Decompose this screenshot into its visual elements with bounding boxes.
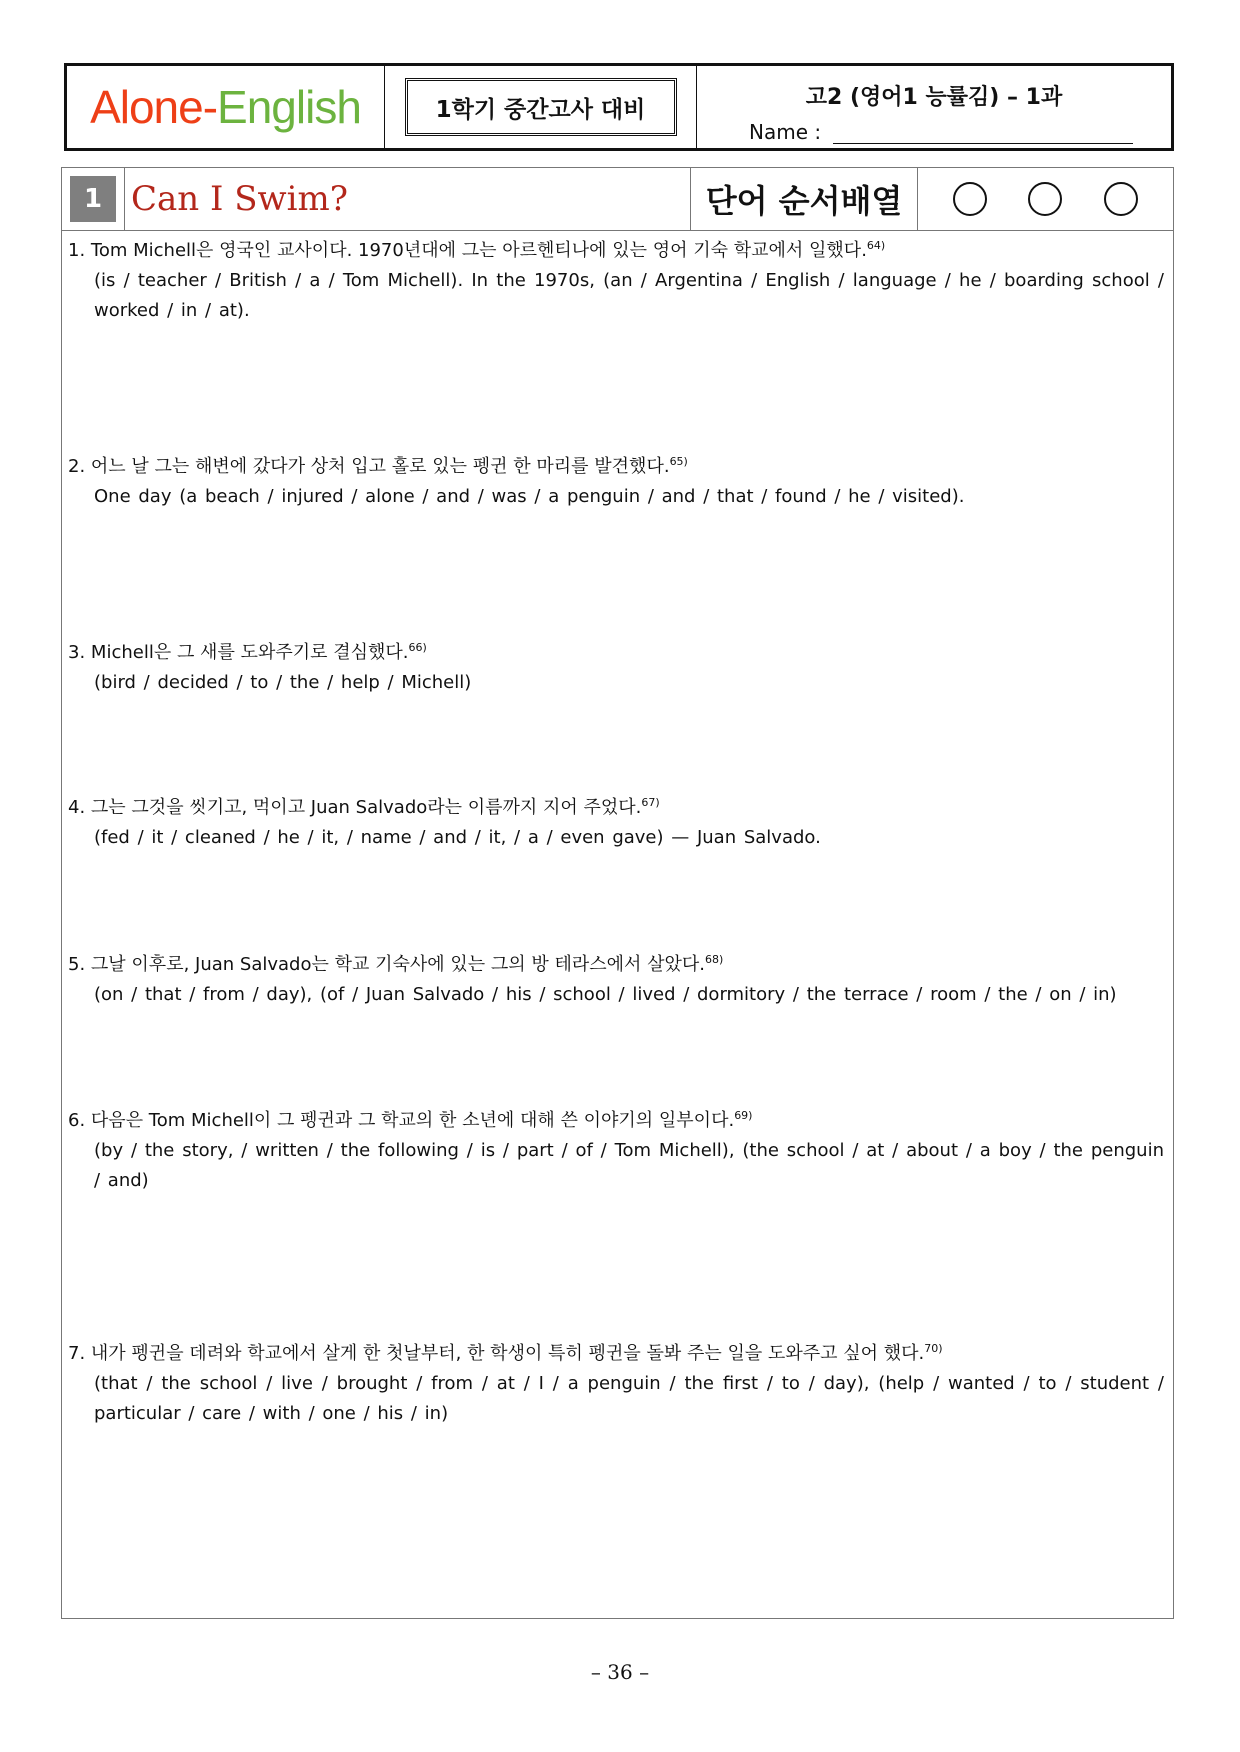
page-number: – 36 – xyxy=(590,1660,650,1684)
question-item xyxy=(68,790,1164,853)
section-number: 1 xyxy=(70,176,116,222)
question-english: (is / teacher / British / a / Tom Michell). In the 1970s, (an / Argentina / English / language / he / boarding school / worked / in / at). xyxy=(94,270,1164,321)
check-circle-icon[interactable] xyxy=(953,182,987,216)
question-korean: 6. 다음은 Tom Michell이 그 펭귄과 그 학교의 한 소년에 대해 쓴 이야기의 일부이다.$^{69)}$ xyxy=(68,1109,753,1131)
logo-dash: - xyxy=(202,81,218,133)
grade-title: 고2 (영어1 능률김) – 1과 xyxy=(805,85,1063,110)
question-korean: 1. Tom Michell은 영국인 교사이다. 1970년대에 그는 아르헨티나에 있는 영어 기숙 학교에서 일했다.$^{64)}$ xyxy=(68,239,886,261)
question-korean: 4. 그는 그것을 씻기고, 먹이고 Juan Salvado라는 이름까지 지어 주었다.$^{67)}$ xyxy=(68,796,660,818)
exercise-type: 단어 순서배열 xyxy=(691,168,918,230)
section-title: Can I Swim? xyxy=(124,168,691,230)
question-english: (fed / it / cleaned / he / it, / name / and / it, / a / even gave) — Juan Salvado. xyxy=(94,827,821,848)
question-box xyxy=(61,231,1174,1619)
question-english: (by / the story, / written / the following / is / part / of / Tom Michell), (the school / at / about / a boy / the penguin / and) xyxy=(94,1140,1164,1191)
check-circle-icon[interactable] xyxy=(1104,182,1138,216)
grade-cell xyxy=(697,66,1171,148)
exam-label-cell xyxy=(385,66,697,148)
section-title-bar xyxy=(61,167,1174,231)
check-circles xyxy=(918,168,1173,230)
header-table xyxy=(64,63,1174,151)
question-korean: 7. 내가 펭귄을 데려와 학교에서 살게 한 첫날부터, 한 학생이 특히 펭귄을 돌봐 주는 일을 도와주고 싶어 했다.$^{70)}$ xyxy=(68,1342,943,1364)
name-field xyxy=(749,120,1133,144)
logo-english: English xyxy=(217,81,361,133)
question-english: (that / the school / live / brought / from / at / I / a penguin / the first / to / day), (help / wanted / to / student / particular / care / with / one / his / in) xyxy=(94,1373,1164,1424)
name-blank-line[interactable] xyxy=(833,123,1133,144)
question-english: (bird / decided / to / the / help / Michell) xyxy=(94,672,472,693)
question-english: (on / that / from / day), (of / Juan Salvado / his / school / lived / dormitory / the terrace / room / the / on / in) xyxy=(94,984,1117,1005)
logo-alone: Alone xyxy=(90,81,203,133)
question-item xyxy=(68,635,1164,698)
check-circle-icon[interactable] xyxy=(1028,182,1062,216)
question-item xyxy=(68,1336,1164,1429)
question-korean: 2. 어느 날 그는 해변에 갔다가 상처 입고 홀로 있는 펭귄 한 마리를 발견했다.$^{65)}$ xyxy=(68,455,688,477)
question-item xyxy=(68,449,1164,512)
section-number-cell xyxy=(62,168,124,230)
question-item xyxy=(68,1103,1164,1196)
name-label: Name : xyxy=(749,120,822,144)
question-english: One day (a beach / injured / alone / and / was / a penguin / and / that / found / he / visited). xyxy=(94,486,965,507)
question-item xyxy=(68,233,1164,326)
exam-label: 1학기 중간고사 대비 xyxy=(405,78,677,136)
question-korean: 5. 그날 이후로, Juan Salvado는 학교 기숙사에 있는 그의 방 테라스에서 살았다.$^{68)}$ xyxy=(68,953,724,975)
question-item xyxy=(68,947,1164,1010)
brand-logo xyxy=(67,66,385,148)
question-korean: 3. Michell은 그 새를 도와주기로 결심했다.$^{66)}$ xyxy=(68,641,427,663)
